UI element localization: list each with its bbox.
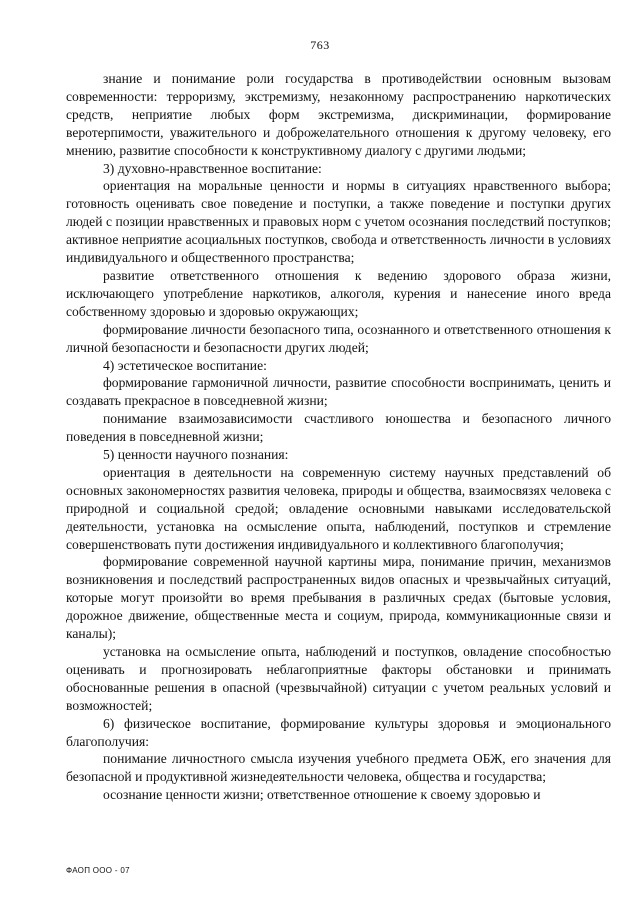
paragraph: знание и понимание роли государства в противодействии основным вызовам современности: терроризму, экстремизму, незаконному распространению наркотических средств, неприятие любых форм экстремизма, дискриминации, формирование веротерпимости, уважительного и доброжелательного отношения к другому человеку, его мнению, развитие способности к конструктивному диалогу с другими людьми; [66, 71, 611, 158]
paragraph: формирование современной научной картины мира, понимание причин, механизмов возникновения и последствий распространенных видов опасных и чрезвычайных ситуаций, которые могут произойти во время пребывания в различных средах (бытовые условия, дорожное движение, общественные места и социум, природа, коммуникационные связи и каналы); [66, 554, 611, 642]
paragraph: понимание личностного смысла изучения учебного предмета ОБЖ, его значения для безопасной и продуктивной жизнедеятельности человека, общества и государства; [66, 751, 611, 785]
paragraph: установка на осмысление опыта, наблюдений и поступков, овладение способностью оценивать и прогнозировать неблагоприятные факторы обстановки и принимать обоснованные решения в опасной (чрезвычайной) ситуации с учетом реальных условий и возможностей; [66, 644, 611, 713]
paragraph: ориентация в деятельности на современную систему научных представлений об основных закономерностях развития человека, природы и общества, взаимосвязях человека с природной и социальной средой; овладение основными навыками исследовательской деятельности, установка на осмысление опыта, наблюдений, поступков и стремление совершенствовать пути достижения индивидуального и коллективного благополучия; [66, 464, 611, 552]
page-number: 763 [310, 38, 330, 52]
section-heading-physical: 6) физическое воспитание, формирование культуры здоровья и эмоционального благополучия: [66, 715, 611, 749]
paragraph: формирование личности безопасного типа, осознанного и ответственного отношения к личной безопасности и безопасности других людей; [66, 321, 611, 355]
paragraph: осознание ценности жизни; ответственное отношение к своему здоровью и [103, 787, 541, 803]
paragraph: развитие ответственного отношения к ведению здорового образа жизни, исключающего употребление наркотиков, алкоголя, курения и нанесение иного вреда собственному здоровью и здоровью окружающих; [66, 267, 611, 319]
section-heading-spiritual: 3) духовно-нравственное воспитание: [103, 160, 322, 176]
body-text [66, 70, 611, 804]
paragraph: ориентация на моральные ценности и нормы в ситуациях нравственного выбора; готовность оценивать свое поведение и поступки, а также поведение и поступки других людей с позиции нравственных и правовых норм с учетом осознания последствий поступков; активное неприятие асоциальных поступков, свобода и ответственность личности в условиях индивидуального и общественного пространства; [66, 178, 611, 266]
footer-document-code: ФАОП ООО - 07 [66, 866, 130, 875]
section-heading-aesthetic: 4) эстетическое воспитание: [103, 357, 267, 373]
paragraph: формирование гармоничной личности, развитие способности воспринимать, ценить и создавать прекрасное в повседневной жизни; [66, 375, 611, 409]
section-heading-science: 5) ценности научного познания: [103, 447, 289, 463]
paragraph: понимание взаимозависимости счастливого юношества и безопасного личного поведения в повседневной жизни; [66, 411, 611, 445]
